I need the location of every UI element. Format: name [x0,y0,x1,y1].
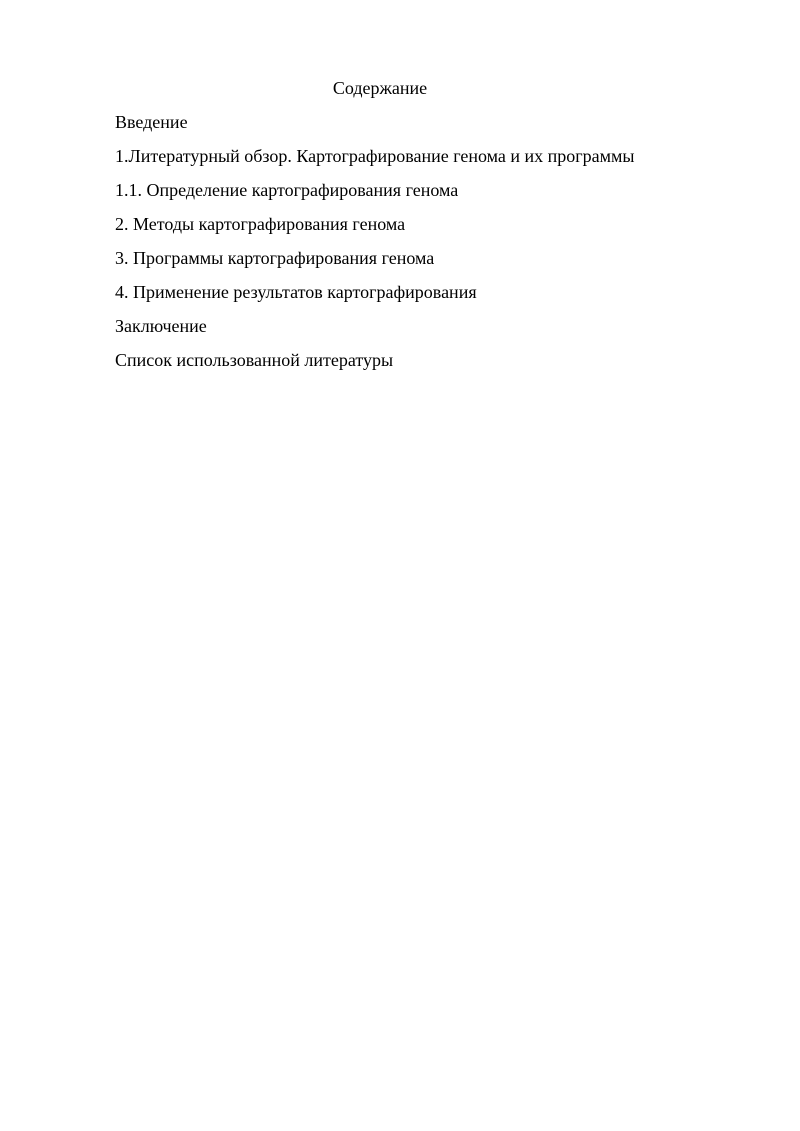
toc-item-introduction: Введение [115,112,188,132]
table-of-contents [115,111,755,383]
toc-item-definition: 1.1. Определение картографирования генома [115,180,459,200]
toc-item-conclusion: Заключение [115,316,207,336]
toc-item-programs: 3. Программы картографирования генома [115,248,435,268]
toc-item-literature-review: 1.Литературный обзор. Картографирование генома и их программы [115,146,635,166]
toc-item-methods: 2. Методы картографирования генома [115,214,406,234]
page-title: Содержание [332,78,428,98]
toc-item-applications: 4. Применение результатов картографирования [115,282,477,302]
toc-item-references: Список использованной литературы [115,350,394,370]
